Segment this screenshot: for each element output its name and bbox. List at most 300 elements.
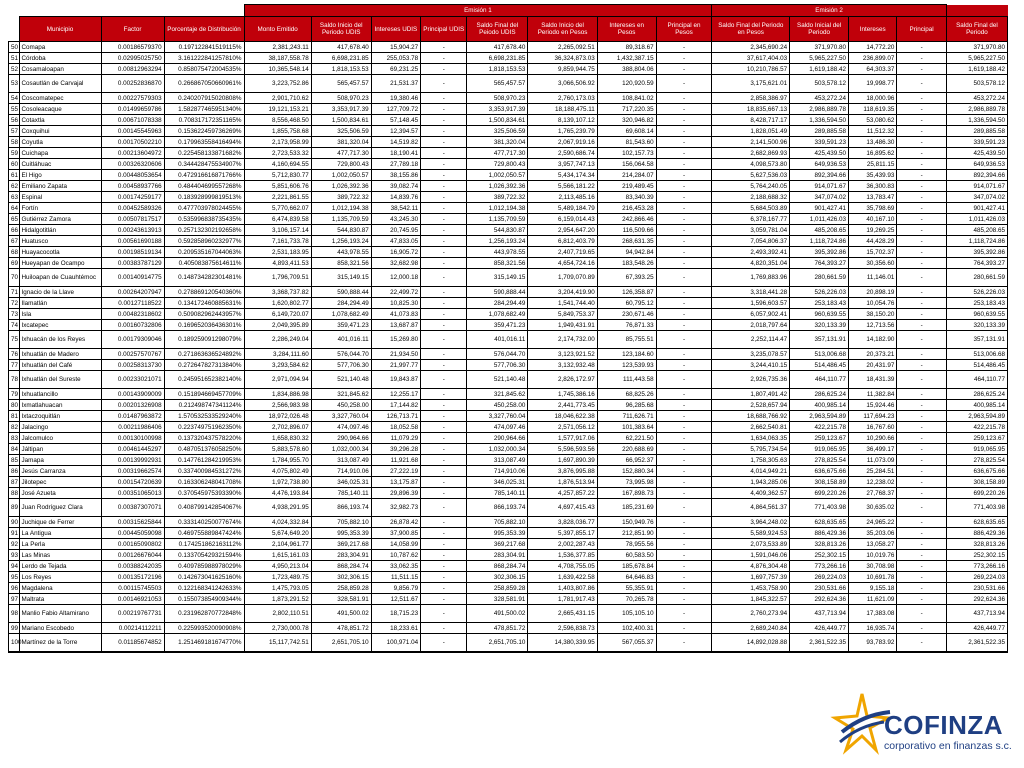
value-cell: 0.00160732806	[101, 320, 164, 331]
value-cell: -	[897, 181, 946, 192]
value-cell: 0.00135172196	[101, 572, 164, 583]
value-cell: -	[897, 605, 946, 623]
value-cell: 1,118,724.86	[790, 236, 849, 247]
value-cell: 0.00170502210	[101, 137, 164, 148]
value-cell: 16,767.60	[849, 422, 897, 433]
table-row	[9, 53, 1008, 64]
value-cell: 729,800.43	[467, 159, 528, 170]
value-cell: 35,798.69	[849, 203, 897, 214]
value-cell: -	[656, 236, 712, 247]
value-cell: 1,026,392.36	[311, 181, 371, 192]
row-number: 77	[9, 360, 20, 371]
value-cell: 8,139,107.12	[528, 115, 597, 126]
value-cell: 15,924.46	[849, 400, 897, 411]
value-cell: 0.189259091298079%	[164, 331, 244, 349]
value-cell: 2,073,533.89	[712, 539, 790, 550]
value-cell: 649,936.53	[790, 159, 849, 170]
value-cell: 3,123,921.52	[528, 349, 597, 360]
value-cell: -	[656, 331, 712, 349]
value-cell: 38,187,558.78	[244, 53, 311, 64]
value-cell: 0.00319662574	[101, 466, 164, 477]
value-cell: 526,226.03	[946, 287, 1007, 298]
value-cell: 219,489.45	[597, 181, 656, 192]
municipio-cell: Ixhuatlán del Café	[19, 360, 101, 371]
value-cell: 8,428,717.17	[712, 115, 790, 126]
value-cell: 0.00115745503	[101, 583, 164, 594]
value-cell: -	[656, 349, 712, 360]
table-row	[9, 411, 1008, 422]
value-cell: 0.00227579303	[101, 93, 164, 104]
value-cell: -	[656, 137, 712, 148]
value-cell: 0.00233021071	[101, 371, 164, 389]
group-spacer-end	[946, 5, 1007, 17]
value-cell: 14,839.76	[371, 192, 420, 203]
value-cell: 422,215.78	[946, 422, 1007, 433]
value-cell: 101,383.64	[597, 422, 656, 433]
value-cell: 0.169652036436301%	[164, 320, 244, 331]
value-cell: -	[421, 159, 467, 170]
value-cell: 0.472916616871766%	[164, 170, 244, 181]
value-cell: 636,675.66	[946, 466, 1007, 477]
value-cell: 1,256,193.24	[467, 236, 528, 247]
value-cell: -	[656, 528, 712, 539]
value-cell: -	[656, 634, 712, 653]
value-cell: 0.00139992931	[101, 455, 164, 466]
value-cell: -	[656, 411, 712, 422]
value-cell: 0.469755889847424%	[164, 528, 244, 539]
value-cell: -	[897, 371, 946, 389]
value-cell: 0.278869120540360%	[164, 287, 244, 298]
value-cell: 57,148.45	[371, 115, 420, 126]
value-cell: 253,183.43	[946, 298, 1007, 309]
value-cell: 10,210,786.57	[712, 64, 790, 75]
value-cell: 1.582877465951340%	[164, 104, 244, 115]
value-cell: 18,046,622.38	[528, 411, 597, 422]
value-cell: 886,429.36	[790, 528, 849, 539]
row-number: 91	[9, 528, 20, 539]
value-cell: 567,055.37	[597, 634, 656, 653]
value-cell: 39,296.28	[371, 444, 420, 455]
value-cell: 284,294.49	[311, 298, 371, 309]
value-cell: 4,476,193.84	[244, 488, 311, 499]
value-cell: 27,222.19	[371, 466, 420, 477]
value-cell: 11,921.68	[371, 455, 420, 466]
value-cell: 0.00126676044	[101, 550, 164, 561]
value-cell: 2,971,094.94	[244, 371, 311, 389]
value-cell: 369,217.68	[311, 539, 371, 550]
municipio-cell: Cotaxtla	[19, 115, 101, 126]
value-cell: 866,193.74	[311, 499, 371, 517]
value-cell: 44,428.29	[849, 236, 897, 247]
value-cell: 2,141,500.96	[712, 137, 790, 148]
value-cell: 2,345,690.24	[712, 42, 790, 53]
municipio-cell: Emiliano Zapata	[19, 181, 101, 192]
value-cell: 66,952.37	[597, 455, 656, 466]
value-cell: 21,531.37	[371, 75, 420, 93]
row-number: 50	[9, 42, 20, 53]
value-cell: 290,964.66	[467, 433, 528, 444]
value-cell: -	[656, 309, 712, 320]
value-cell: 0.00445059098	[101, 528, 164, 539]
value-cell: 0.225458133871682%	[164, 148, 244, 159]
value-cell: 10,825.30	[371, 298, 420, 309]
value-cell: 425,439.50	[946, 148, 1007, 159]
value-cell: -	[897, 53, 946, 64]
value-cell: 16,895.62	[849, 148, 897, 159]
row-number: 81	[9, 411, 20, 422]
value-cell: 3,828,036.77	[528, 517, 597, 528]
municipio-cell: Magdalena	[19, 583, 101, 594]
value-cell: 64,303.37	[849, 64, 897, 75]
value-cell: -	[897, 411, 946, 422]
value-cell: 2,682,869.93	[712, 148, 790, 159]
municipio-cell: Cuichapa	[19, 148, 101, 159]
value-cell: -	[897, 104, 946, 115]
value-cell: 81,543.60	[597, 137, 656, 148]
value-cell: 185,678.84	[597, 561, 656, 572]
value-cell: 0.00452589326	[101, 203, 164, 214]
table-row	[9, 583, 1008, 594]
row-number: 78	[9, 371, 20, 389]
value-cell: 0.509082962443957%	[164, 309, 244, 320]
value-cell: -	[897, 561, 946, 572]
column-header: Factor	[101, 17, 164, 42]
value-cell: 292,624.36	[790, 594, 849, 605]
value-cell: 3.161222841257810%	[164, 53, 244, 64]
value-cell: 11,511.15	[371, 572, 420, 583]
value-cell: -	[897, 539, 946, 550]
value-cell: 1,634,063.35	[712, 433, 790, 444]
value-cell: 0.133705429321594%	[164, 550, 244, 561]
value-cell: 13,687.87	[371, 320, 420, 331]
value-cell: 395,392.86	[946, 247, 1007, 258]
value-cell: 0.00127118522	[101, 298, 164, 309]
column-header: Saldo Inicial del Periodo	[790, 17, 849, 42]
value-cell: 401,016.11	[467, 331, 528, 349]
value-cell: 357,131.91	[790, 331, 849, 349]
value-cell: 1,596,603.57	[712, 298, 790, 309]
value-cell: 36,300.83	[849, 181, 897, 192]
table-row	[9, 433, 1008, 444]
value-cell: 255,053.78	[371, 53, 420, 64]
value-cell: 230,671.46	[597, 309, 656, 320]
value-cell: 30,708.98	[849, 561, 897, 572]
value-cell: 36,324,873.03	[528, 53, 597, 64]
value-cell: 0.151894669457709%	[164, 389, 244, 400]
value-cell: 4,697,415.43	[528, 499, 597, 517]
value-cell: 7,161,733.78	[244, 236, 311, 247]
value-cell: 252,302.15	[790, 550, 849, 561]
value-cell: 4,820,351.04	[712, 258, 790, 269]
value-cell: 26,878.42	[371, 517, 420, 528]
value-cell: -	[897, 517, 946, 528]
row-number: 71	[9, 287, 20, 298]
value-cell: 0.231962870772848%	[164, 605, 244, 623]
value-cell: 230,531.66	[790, 583, 849, 594]
value-cell: 4,257,857.22	[528, 488, 597, 499]
value-cell: 12,238.02	[849, 477, 897, 488]
value-cell: 0.134172460885631%	[164, 298, 244, 309]
value-cell: 5,684,503.89	[712, 203, 790, 214]
value-cell: 381,320.04	[467, 137, 528, 148]
value-cell: -	[897, 159, 946, 170]
value-cell: 0.163306248041708%	[164, 477, 244, 488]
value-cell: -	[421, 539, 467, 550]
value-cell: -	[897, 287, 946, 298]
column-header: Intereses en Pesos	[597, 17, 656, 42]
value-cell: 2,689,240.84	[712, 623, 790, 634]
value-cell: 15,702.37	[849, 247, 897, 258]
value-cell: -	[421, 298, 467, 309]
value-cell: 27,789.18	[371, 159, 420, 170]
value-cell: -	[656, 181, 712, 192]
value-cell: 35,439.93	[849, 170, 897, 181]
value-cell: 313,087.49	[311, 455, 371, 466]
row-number: 69	[9, 258, 20, 269]
value-cell: -	[656, 225, 712, 236]
row-number: 88	[9, 488, 20, 499]
value-cell: 5,770,662.07	[244, 203, 311, 214]
value-cell: 1,475,793.05	[244, 583, 311, 594]
row-number: 97	[9, 594, 20, 605]
value-cell: 359,471.23	[311, 320, 371, 331]
value-cell: 328,813.26	[790, 539, 849, 550]
value-cell: 0.183928999819513%	[164, 192, 244, 203]
column-header: Principal	[897, 17, 946, 42]
value-cell: -	[897, 528, 946, 539]
value-cell: 422,215.78	[790, 422, 849, 433]
value-cell: 15,117,742.51	[244, 634, 311, 653]
value-cell: 866,193.74	[467, 499, 528, 517]
value-cell: 1,723,489.75	[244, 572, 311, 583]
value-cell: 576,044.70	[467, 349, 528, 360]
value-cell: -	[897, 488, 946, 499]
value-cell: 11,073.09	[849, 455, 897, 466]
value-cell: 6,378,167.77	[712, 214, 790, 225]
value-cell: 6,812,403.79	[528, 236, 597, 247]
value-cell: -	[656, 360, 712, 371]
value-cell: 425,439.50	[790, 148, 849, 159]
value-cell: 2,188,688.32	[712, 192, 790, 203]
value-cell: 1,781,917.43	[528, 594, 597, 605]
value-cell: 0.00130100998	[101, 433, 164, 444]
value-cell: -	[897, 572, 946, 583]
value-cell: 230,531.66	[946, 583, 1007, 594]
table-row	[9, 499, 1008, 517]
value-cell: 771,403.98	[946, 499, 1007, 517]
value-cell: 258,859.28	[467, 583, 528, 594]
value-cell: -	[421, 444, 467, 455]
value-cell: 6,149,720.07	[244, 309, 311, 320]
value-cell: 3,327,760.04	[311, 411, 371, 422]
row-number: 52	[9, 64, 20, 75]
value-cell: 1,591,046.06	[712, 550, 790, 561]
value-cell: -	[656, 126, 712, 137]
value-cell: -	[897, 331, 946, 349]
row-number: 100	[9, 634, 20, 653]
value-cell: 5,883,578.60	[244, 444, 311, 455]
value-cell: 43,245.30	[371, 214, 420, 225]
value-cell: 280,661.59	[790, 269, 849, 287]
value-cell: 29,896.39	[371, 488, 420, 499]
value-cell: -	[421, 53, 467, 64]
value-cell: -	[897, 93, 946, 104]
value-cell: 0.212498747341124%	[164, 400, 244, 411]
municipio-cell: Huayacocotla	[19, 247, 101, 258]
value-cell: 4,075,802.49	[244, 466, 311, 477]
value-cell: 18,972,026.48	[244, 411, 311, 422]
value-cell: 2,702,896.07	[244, 422, 311, 433]
table-row	[9, 371, 1008, 389]
value-cell: 5,795,734.54	[712, 444, 790, 455]
value-cell: -	[421, 583, 467, 594]
value-cell: -	[421, 269, 467, 287]
value-cell: 1,403,807.86	[528, 583, 597, 594]
row-number: 90	[9, 517, 20, 528]
value-cell: 426,449.77	[790, 623, 849, 634]
value-cell: 280,661.59	[946, 269, 1007, 287]
value-cell: -	[897, 360, 946, 371]
municipio-cell: Coscomatepec	[19, 93, 101, 104]
value-cell: 242,866.46	[597, 214, 656, 225]
value-cell: 339,591.23	[946, 137, 1007, 148]
value-cell: 167,898.73	[597, 488, 656, 499]
value-cell: 995,353.39	[311, 528, 371, 539]
value-cell: 76,871.33	[597, 320, 656, 331]
value-cell: 1,032,000.34	[467, 444, 528, 455]
value-cell: -	[421, 115, 467, 126]
table-row	[9, 225, 1008, 236]
value-cell: 2,651,705.10	[467, 634, 528, 653]
value-cell: 1,541,744.40	[528, 298, 597, 309]
value-cell: 2,174,732.00	[528, 331, 597, 349]
value-cell: -	[421, 93, 467, 104]
value-cell: 290,964.66	[311, 433, 371, 444]
table-row	[9, 477, 1008, 488]
municipio-cell: Jilotepec	[19, 477, 101, 488]
logo-tagline: corporativo en finanzas s.c.	[884, 740, 1012, 752]
value-cell: -	[897, 75, 946, 93]
value-cell: 0.00326320606	[101, 159, 164, 170]
value-cell: 30,356.60	[849, 258, 897, 269]
value-cell: 5,851,606.76	[244, 181, 311, 192]
municipio-cell: Juan Rodríguez Clara	[19, 499, 101, 517]
table-row	[9, 400, 1008, 411]
table-row	[9, 126, 1008, 137]
value-cell: 17,144.82	[371, 400, 420, 411]
value-cell: 216,453.28	[597, 203, 656, 214]
value-cell: 3,066,506.92	[528, 75, 597, 93]
value-cell: 729,800.43	[311, 159, 371, 170]
value-cell: 283,304.91	[467, 550, 528, 561]
value-cell: 2,760,173.03	[528, 93, 597, 104]
row-number: 99	[9, 623, 20, 634]
value-cell: -	[656, 93, 712, 104]
municipio-cell: Hueyapan de Ocampo	[19, 258, 101, 269]
value-cell: 10,054.76	[849, 298, 897, 309]
value-cell: 4,098,573.80	[712, 159, 790, 170]
value-cell: 0.147761284219953%	[164, 455, 244, 466]
value-cell: 1,453,758.90	[712, 583, 790, 594]
value-cell: 508,970.23	[311, 93, 371, 104]
value-cell: 1,818,153.53	[311, 64, 371, 75]
value-cell: 1,336,594.50	[790, 115, 849, 126]
value-cell: 443,978.55	[311, 247, 371, 258]
value-cell: 2,590,686.74	[528, 148, 597, 159]
column-header: Saldo Inicio del Periodo UDIS	[311, 17, 371, 42]
row-number: 76	[9, 349, 20, 360]
value-cell: 346,025.31	[311, 477, 371, 488]
row-number: 82	[9, 422, 20, 433]
value-cell: 858,321.56	[467, 258, 528, 269]
value-cell: 2,002,287.43	[528, 539, 597, 550]
value-cell: 328,581.91	[467, 594, 528, 605]
group-emision-2: Emisión 2	[712, 5, 946, 17]
value-cell: 503,578.12	[790, 75, 849, 93]
value-cell: 590,888.44	[467, 287, 528, 298]
value-cell: -	[656, 214, 712, 225]
value-cell: 13,486.30	[849, 137, 897, 148]
distribution-table	[8, 4, 1008, 653]
value-cell: 960,639.55	[790, 309, 849, 320]
row-number: 65	[9, 214, 20, 225]
value-cell: -	[897, 236, 946, 247]
value-cell: 320,946.82	[597, 115, 656, 126]
value-cell: 2,730,000.78	[244, 623, 311, 634]
value-cell: 995,353.39	[467, 528, 528, 539]
value-cell: 19,121,153.21	[244, 104, 311, 115]
table-row	[9, 170, 1008, 181]
value-cell: -	[421, 148, 467, 159]
value-cell: -	[656, 400, 712, 411]
value-cell: 1,943,285.06	[712, 477, 790, 488]
logo-mark-icon	[832, 692, 892, 754]
value-cell: 919,065.95	[790, 444, 849, 455]
value-cell: 0.00351065013	[101, 488, 164, 499]
table-row	[9, 360, 1008, 371]
value-cell: 0.00201326908	[101, 400, 164, 411]
value-cell: 714,910.06	[467, 466, 528, 477]
value-cell: -	[656, 269, 712, 287]
value-cell: 315,149.15	[467, 269, 528, 287]
value-cell: 67,393.25	[597, 269, 656, 287]
value-cell: 0.174251862163112%	[164, 539, 244, 550]
table-row	[9, 422, 1008, 433]
value-cell: 0.00165090802	[101, 539, 164, 550]
value-cell: 2,760,273.94	[712, 605, 790, 623]
value-cell: 5,434,174.34	[528, 170, 597, 181]
value-cell: 19,843.87	[371, 371, 420, 389]
table-row	[9, 258, 1008, 269]
value-cell: -	[421, 170, 467, 181]
value-cell: -	[656, 572, 712, 583]
value-cell: 12,511.67	[371, 594, 420, 605]
value-cell: 478,851.72	[311, 623, 371, 634]
value-cell: 102,400.31	[597, 623, 656, 634]
value-cell: 371,970.80	[946, 42, 1007, 53]
value-cell: 1,032,000.34	[311, 444, 371, 455]
value-cell: 0.225993520090908%	[164, 623, 244, 634]
value-cell: 0.271863636524892%	[164, 349, 244, 360]
value-cell: 544,830.87	[467, 225, 528, 236]
value-cell: 96,285.68	[597, 400, 656, 411]
value-cell: 183,548.26	[597, 258, 656, 269]
value-cell: 93,783.92	[849, 634, 897, 653]
value-cell: 2,566,983.98	[244, 400, 311, 411]
value-cell: 9,856.79	[371, 583, 420, 594]
row-number: 54	[9, 93, 20, 104]
value-cell: 152,880.34	[597, 466, 656, 477]
